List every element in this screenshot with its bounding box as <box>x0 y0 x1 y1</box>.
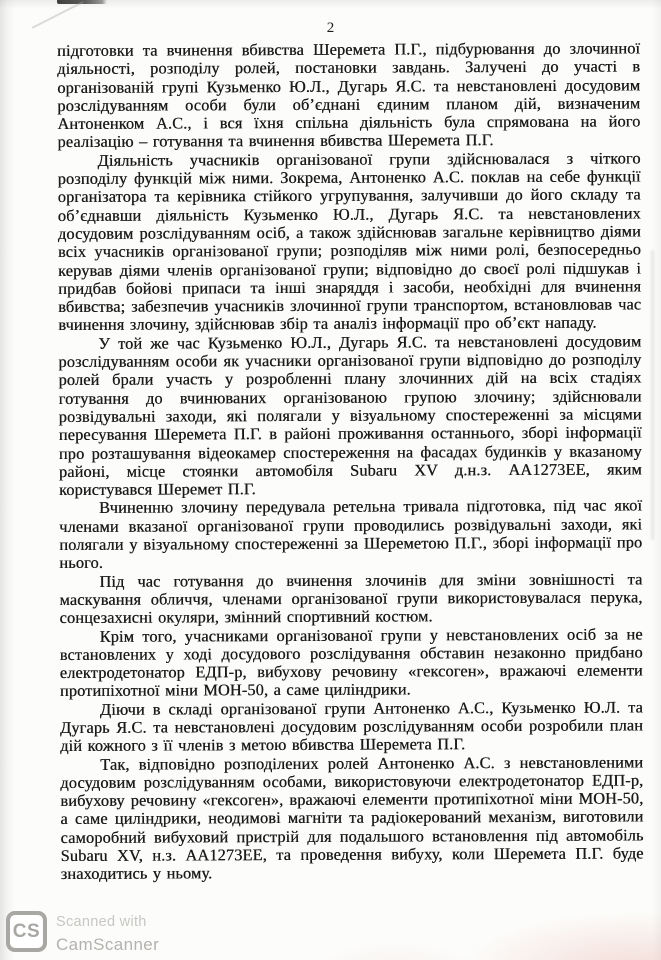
paragraph-7: Діючи в складі організованої групи Антоненко А.С., Кузьменко Ю.Л. та Дугарь Я.С. та невстановлені досудовим розслідуванням особи розробили план дій кожного з її членів з метою вбивства Шеремета П.Г. <box>59 697 644 756</box>
page-number: 2 <box>326 20 335 36</box>
paragraph-1: підготовки та вчинення вбивства Шеремета П.Г., підбурювання до злочинної діяльності, розподілу ролей, постановки завдань. Залучені до участі в організованій групі Кузьменко Ю.Л., Дугарь Я.С. та невстановлені досудовим розслідуванням особи були об’єднані єдиним планом дій, визначеним Антоненком А.С., і вся їхня спільна діяльність була спрямована на його реалізацію – готування та вчинення вбивства Шеремета П.Г. <box>56 38 641 152</box>
paragraph-6: Крім того, учасниками організованої групи у невстановлених осіб за не встановлених у ході досудового розслідування обставин незаконно придбано електродетонатор ЕДП-р, вибухову речовину «гексоген», вражаючі елементи протипіхотної міни МОН-50, а саме циліндрики. <box>59 623 643 701</box>
camscanner-watermark-text <box>56 911 159 955</box>
camscanner-label: CamScanner <box>56 935 160 954</box>
paragraph-4: Вчиненню злочину передувала ретельна тривала підготовка, під час якої членами вказаної організованої групи проводились розвідувальні заходи, які полягали у візуальному спостереженні за Шереметою П.Г., зборі інформації про нього. <box>59 495 643 573</box>
document-body <box>57 39 644 883</box>
paragraph-2: Діяльність учасників організованої групи здійснювалася з чіткого розподілу функцій між ними. Зокрема, Антоненко А.С. поклав на себе функції організатора та керівника стійкого угрупування, залучивши до його складу та об’єднавши діяльність Кузьменко Ю.Л., Дугарь Я.С. та невстановлених досудовим розслідуванням осіб, а також здійснював загальне керівництво діями всіх учасників організованої групи; розподіляв між ними ролі, безпосередньо керував діями членів організованої групи; відповідно до своєї ролі підшукав і придбав бойові припаси та інші знаряддя і засоби, необхідні для вчинення вбивства; забезпечив учасників злочинної групи транспортом, встановлював час вчинення злочину, здійснював збір та аналіз інформації про об’єкт нападу. <box>57 148 642 335</box>
scan-edge-shadow <box>651 250 654 540</box>
paragraph-3: У той же час Кузьменко Ю.Л., Дугарь Я.С. та невстановлені досудовим розслідуванням особи як учасники організованої групи відповідно до розподілу ролей брали участь у розробленні плану злочинних дій на всіх стадіях готування до вчинюваних організованою групою злочину; здійснювали розвідувальні заходи, які полягали у візуальному спостереженні за місцями пересування Шеремета П.Г. в районі проживання останнього, зборі інформації про розташування відеокамер спостереження на фасадах будинків у вказаному районі, місце стоянки автомобіля Subaru XV д.н.з. АА1273ЕЕ, яким користувався Шеремет П.Г. <box>58 331 642 500</box>
camscanner-logo-icon: CS <box>6 911 47 952</box>
paragraph-8: Так, відповідно розподілених ролей Антоненко А.С. з невстановленими досудовим розслідуванням особами, використовуючи електродетонатор ЕДП-р, вибухову речовину «гексоген», вражаючі елементи протипіхотної міни МОН-50, а саме циліндрики, неодимові магніти та радіокерований механізм, виготовили саморобний вибуховий пристрій для подальшого встановлення під автомобіль Subaru XV, н.з. АА1273ЕЕ, та проведення вибуху, коли Шеремета П.Г. буде знаходитись у ньому. <box>60 752 644 884</box>
paragraph-5: Під час готування до вчинення злочинів для зміни зовнішності та маскування обличчя, членами організованої групи використовувалася перука, сонцезахисні окуляри, змінний спортивний костюм. <box>59 569 643 628</box>
scanned-with-label: Scanned with <box>56 914 147 930</box>
camscanner-watermark <box>6 911 159 955</box>
